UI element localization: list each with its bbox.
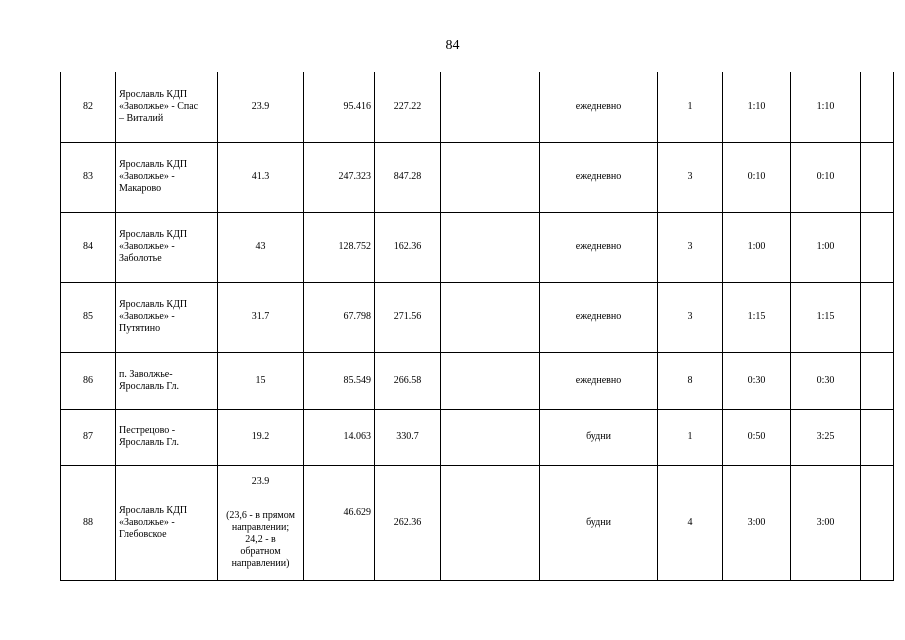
trip-count-cell: 1 [658, 72, 723, 142]
route-length-cell [218, 352, 304, 409]
route-length-value: 43 [255, 241, 266, 252]
route-name-line: Ярославль КДП [119, 504, 188, 516]
schedule-cell: ежедневно [540, 212, 658, 282]
trip-count-cell: 8 [658, 352, 723, 409]
time-1-cell: 0:10 [723, 142, 791, 212]
schedule-cell: будни [540, 465, 658, 580]
route-name-cell [116, 142, 218, 212]
route-length-cell [218, 465, 304, 580]
route-name-line: п. Заволжье- [119, 368, 173, 380]
route-name-line: «Заволжье» - [119, 241, 175, 252]
value-1: 85.549 [343, 374, 371, 386]
empty-cell [861, 465, 894, 580]
table-row [61, 409, 894, 465]
route-name-line: Ярославль КДП [119, 299, 188, 310]
route-length-cell [218, 212, 304, 282]
value-1-cell [304, 72, 375, 142]
empty-cell [441, 409, 540, 465]
empty-cell [441, 212, 540, 282]
time-1-cell: 0:50 [723, 409, 791, 465]
route-name-line: Ярославль КДП [119, 229, 188, 240]
schedule-cell: ежедневно [540, 282, 658, 352]
route-name-line: «Заволжье» - [119, 311, 175, 322]
value-1-cell [304, 212, 375, 282]
schedule-cell: ежедневно [540, 142, 658, 212]
route-length-note-line: обратном [240, 545, 281, 557]
trip-count-cell: 3 [658, 142, 723, 212]
value-1-cell [304, 409, 375, 465]
value-1-cell [304, 142, 375, 212]
value-2-cell: 271.56 [375, 282, 441, 352]
route-name-line: Заболотье [119, 253, 162, 264]
route-name-line: Ярославль Гл. [119, 380, 179, 392]
route-length-cell [218, 142, 304, 212]
empty-cell [441, 142, 540, 212]
time-2-cell: 3:00 [791, 465, 861, 580]
route-length-cell [218, 409, 304, 465]
route-name-line: Ярославль КДП [119, 159, 188, 170]
empty-cell [861, 212, 894, 282]
schedule-cell: будни [540, 409, 658, 465]
table-row [61, 465, 894, 580]
empty-cell [441, 72, 540, 142]
trip-count-cell: 4 [658, 465, 723, 580]
empty-cell [861, 352, 894, 409]
value-1: 67.798 [343, 311, 371, 322]
trip-count-cell: 3 [658, 212, 723, 282]
route-name-cell [116, 409, 218, 465]
schedule-cell: ежедневно [540, 72, 658, 142]
table-row [61, 72, 894, 142]
route-name-line: Макарово [119, 183, 162, 194]
trip-count-cell: 1 [658, 409, 723, 465]
route-length-note-line: направлении) [231, 557, 290, 569]
time-2-cell: 0:30 [791, 352, 861, 409]
value-2-cell: 162.36 [375, 212, 441, 282]
value-1: 46.629 [343, 506, 371, 518]
route-length-cell [218, 282, 304, 352]
value-2-cell: 266.58 [375, 352, 441, 409]
route-name-cell [116, 282, 218, 352]
route-name-line: Глебовское [119, 528, 167, 540]
route-name-line: Пестрецово - [119, 425, 176, 436]
time-2-cell: 1:10 [791, 72, 861, 142]
table-row [61, 352, 894, 409]
route-length-value: 19.2 [251, 431, 270, 442]
time-1-cell: 3:00 [723, 465, 791, 580]
schedule-cell: ежедневно [540, 352, 658, 409]
trip-count-cell: 3 [658, 282, 723, 352]
route-number-cell: 84 [61, 212, 116, 282]
empty-cell [441, 282, 540, 352]
value-1: 14.063 [343, 431, 371, 442]
route-length-cell [218, 72, 304, 142]
route-name-line: Ярославль Гл. [119, 437, 179, 448]
route-length-value: 23.9 [251, 100, 270, 112]
route-number-cell: 85 [61, 282, 116, 352]
table-row [61, 282, 894, 352]
value-2-cell: 847.28 [375, 142, 441, 212]
route-number-cell: 88 [61, 465, 116, 580]
route-name-line: – Виталий [119, 112, 164, 124]
empty-cell [861, 282, 894, 352]
time-1-cell: 1:15 [723, 282, 791, 352]
route-length-note-line: (23,6 - в прямом [226, 509, 295, 521]
time-1-cell: 1:00 [723, 212, 791, 282]
table-row [61, 142, 894, 212]
route-name-cell [116, 352, 218, 409]
time-1-cell: 1:10 [723, 72, 791, 142]
empty-cell [441, 352, 540, 409]
route-length-value: 41.3 [251, 171, 270, 182]
route-name-cell [116, 465, 218, 580]
time-2-cell: 0:10 [791, 142, 861, 212]
route-length-note-line: 24,2 - в [245, 533, 276, 545]
route-name-line: «Заволжье» - [119, 516, 175, 528]
time-2-cell: 1:00 [791, 212, 861, 282]
route-number-cell: 86 [61, 352, 116, 409]
page-number: 84 [445, 38, 460, 53]
value-1: 128.752 [338, 241, 371, 252]
route-name-cell [116, 212, 218, 282]
time-2-cell: 3:25 [791, 409, 861, 465]
route-number-cell: 87 [61, 409, 116, 465]
value-1: 95.416 [343, 100, 371, 112]
table-row [61, 212, 894, 282]
empty-cell [441, 465, 540, 580]
route-name-line: «Заволжье» - [119, 171, 175, 182]
value-1: 247.323 [338, 171, 371, 182]
route-name-line: «Заволжье» - Спас [119, 100, 199, 112]
empty-cell [861, 72, 894, 142]
route-length-note-line: направлении; [231, 521, 290, 533]
route-length-value: 15 [255, 374, 266, 386]
value-1-cell [304, 352, 375, 409]
route-number-cell: 82 [61, 72, 116, 142]
value-2-cell: 330.7 [375, 409, 441, 465]
route-number-cell: 83 [61, 142, 116, 212]
route-name-cell [116, 72, 218, 142]
route-name-line: Путятино [119, 323, 161, 334]
empty-cell [861, 409, 894, 465]
routes-table [60, 72, 894, 581]
value-1-cell [304, 465, 375, 580]
value-1-cell [304, 282, 375, 352]
route-length-note [221, 510, 300, 570]
empty-cell [861, 142, 894, 212]
time-1-cell: 0:30 [723, 352, 791, 409]
time-2-cell: 1:15 [791, 282, 861, 352]
value-2-cell: 227.22 [375, 72, 441, 142]
value-2-cell: 262.36 [375, 465, 441, 580]
route-name-line: Ярославль КДП [119, 88, 188, 100]
route-length-value: 31.7 [251, 311, 270, 322]
route-length-value: 23.9 [251, 475, 270, 487]
